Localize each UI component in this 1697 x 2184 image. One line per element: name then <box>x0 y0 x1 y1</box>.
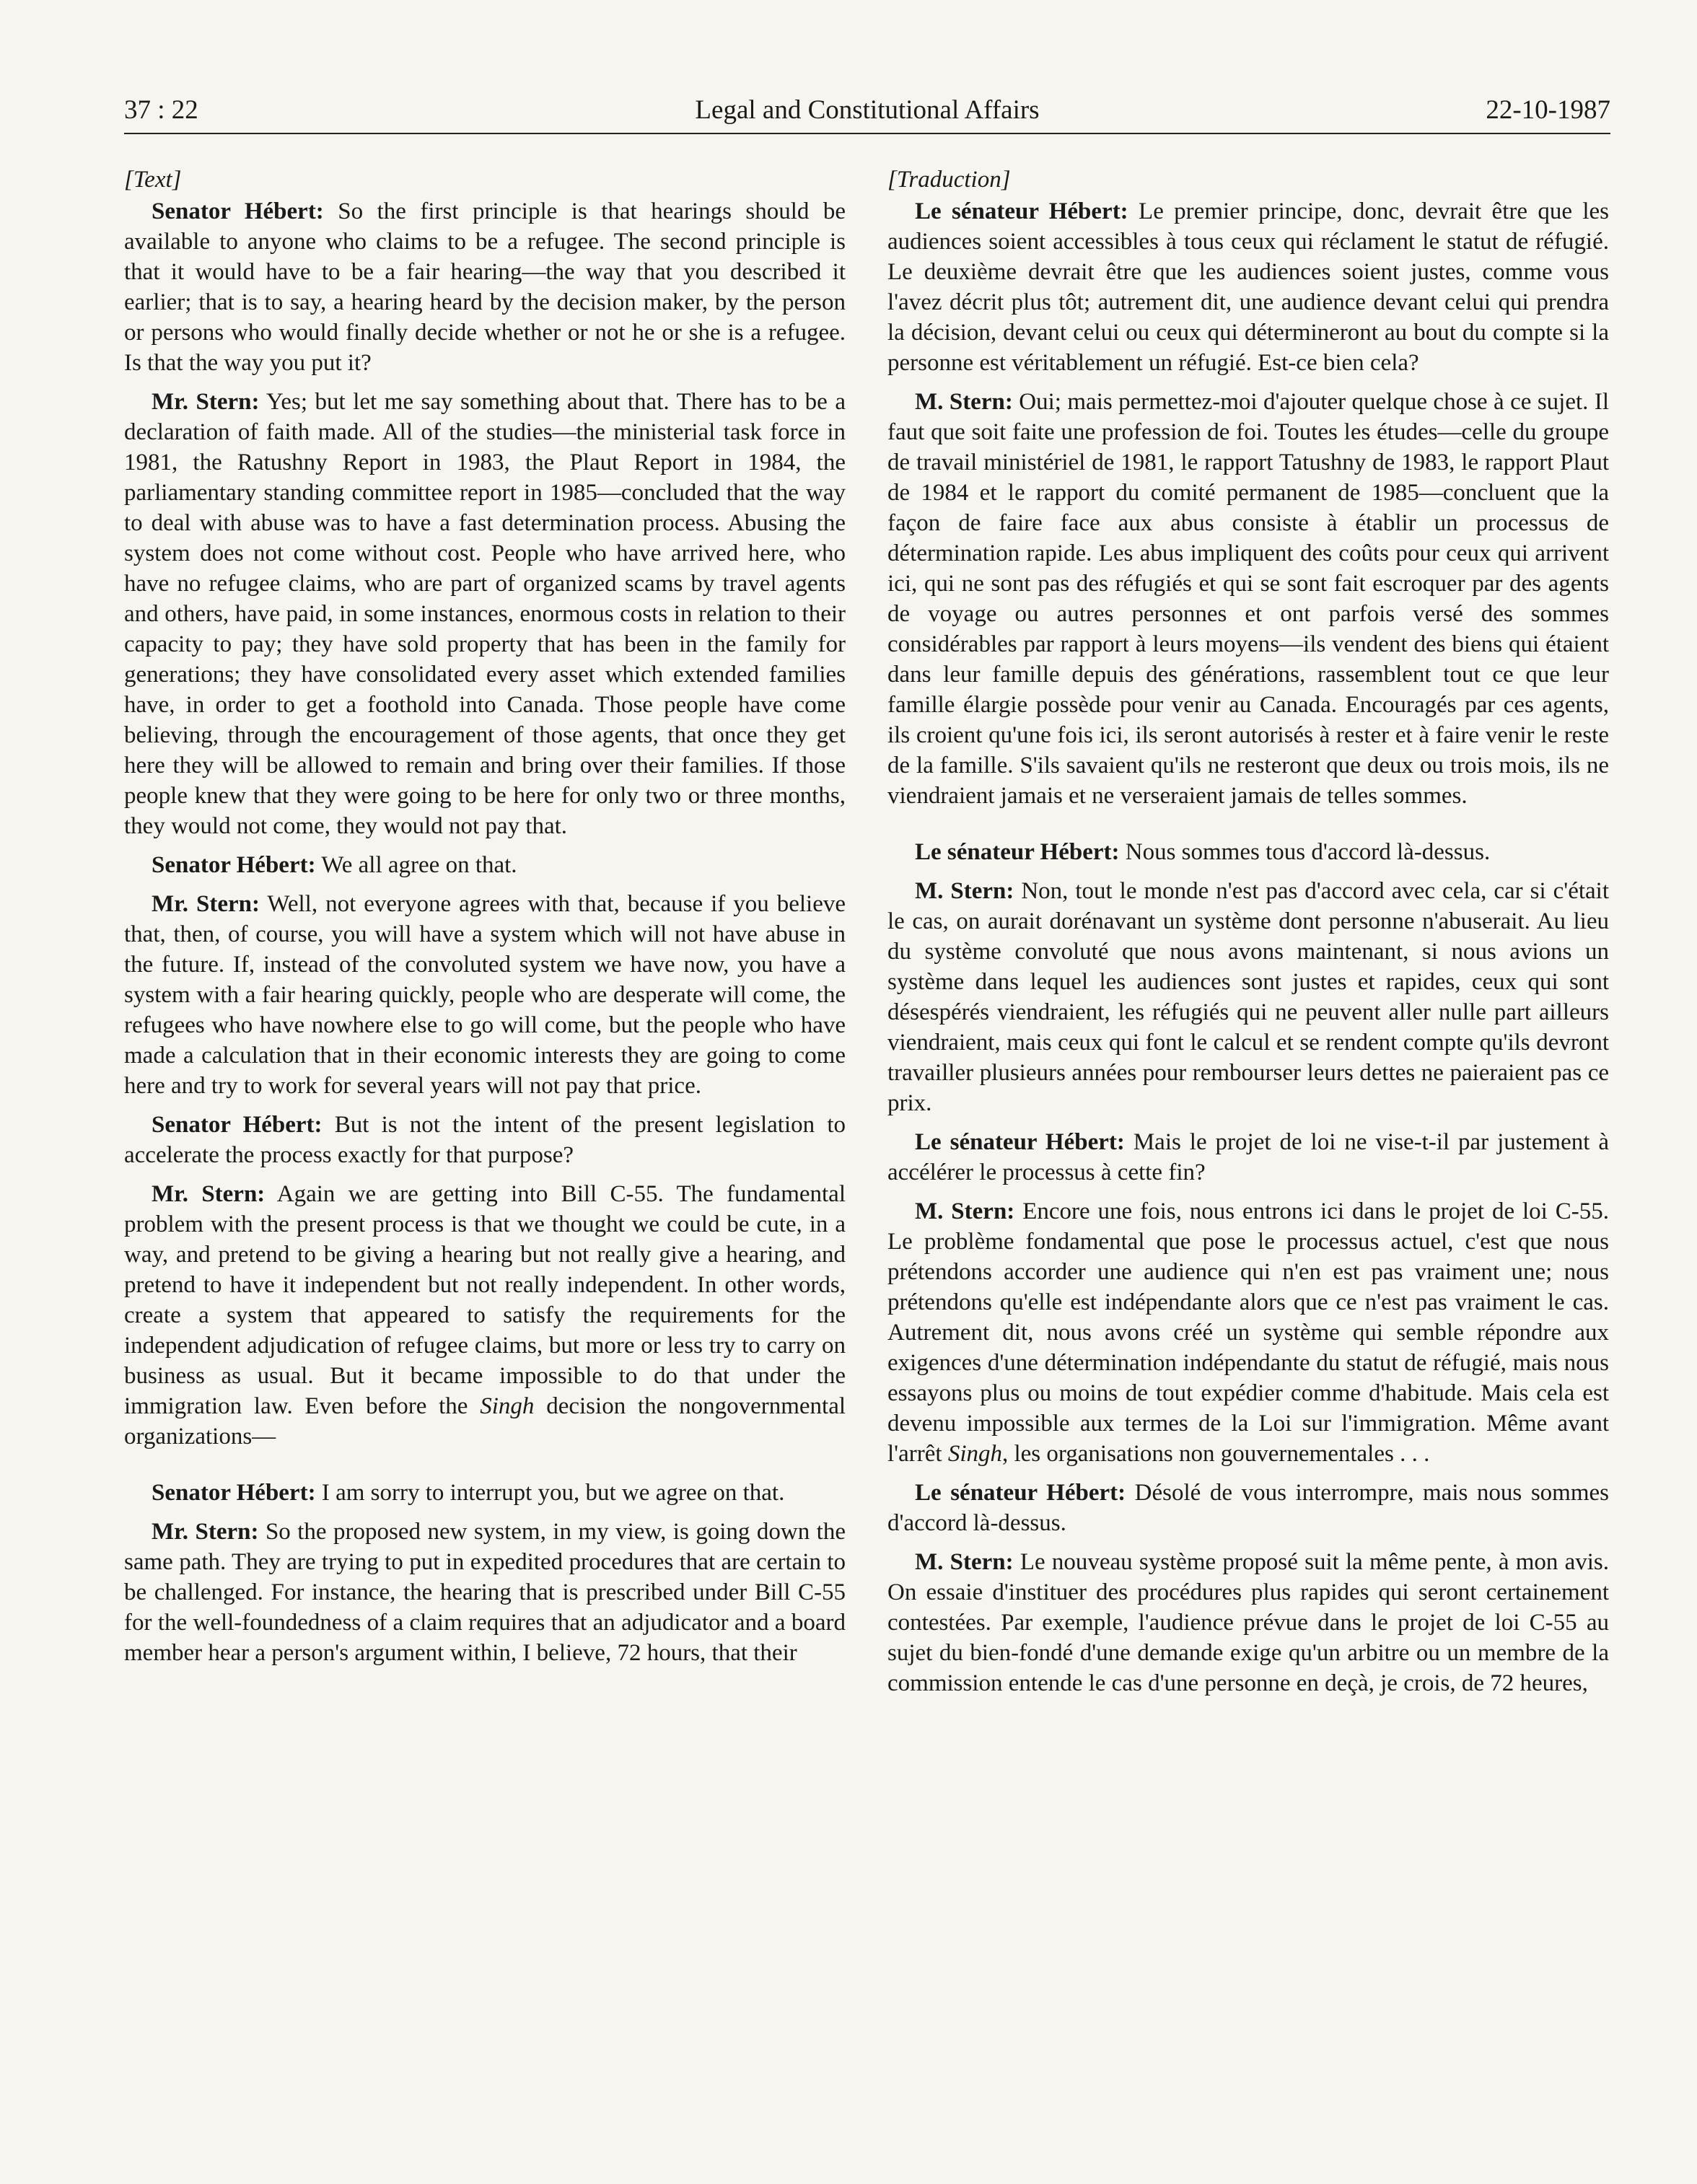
english-column <box>124 165 846 1677</box>
speaker: Mr. Stern: <box>152 389 260 415</box>
speaker: Senator Hébert: <box>152 852 316 878</box>
speaker: Le sénateur Hébert: <box>915 1129 1125 1155</box>
running-title: Legal and Constitutional Affairs <box>695 95 1040 125</box>
speech: Mais le projet de loi ne vise-t-il par justement à accélérer le processus à cette fin? <box>887 1129 1610 1185</box>
speaker: Senator Hébert: <box>152 1480 316 1506</box>
speech: Encore une fois, nous entrons ici dans le projet de loi C-55. Le problème fondamental que pose le processus actuel, c'est que nous prétendons accorder une audience qui n'en est pas vraiment une; nous prétendons qu'elle est indépendante alors que ce n'est pas vraiment le cas. Autrement dit, nous avons créé un système qui semble répondre aux exigences d'une détermination indépendante du statut de réfugié, mais nous essayons plus ou moins de tout expédier comme d'habitude. Mais cela est devenu impossible aux termes de la Loi sur l'immigration. Même avant l'arrêt <box>887 1198 1609 1467</box>
speech: Yes; but let me say something about that. There has to be a declaration of faith made. All of the studies—the ministerial task force in 1981, the Ratushny Report in 1983, the Plaut Report in 1984, the parliamentary standing committee report in 1985—concluded that the way to deal with abuse was to have a fast determination process. Abusing the system does not come without cost. People who have arrived here, who have no refugee claims, who are part of organized scams by travel agents and others, have paid, in some instances, enormous costs in relation to their capacity to pay; they have sold property that has been in the family for generations; they have consolidated every asset which extended families have, in order to get a foothold into Canada. Those people have come believing, through the encouragement of those agents, that once they get here they will be allowed to remain and bring over their families. If those people knew that they were going to be here for only two or three months, they would not come, they would not pay that. <box>124 389 846 839</box>
paragraph <box>887 196 1609 378</box>
paragraph <box>124 196 846 378</box>
speaker: M. Stern: <box>915 1198 1015 1224</box>
paragraph <box>124 1179 846 1452</box>
speech: I am sorry to interrupt you, but we agree on that. <box>321 1480 785 1506</box>
speech: We all agree on that. <box>321 852 517 878</box>
column-label: [Traduction] <box>887 167 1011 193</box>
speaker: Le sénateur Hébert: <box>915 1480 1126 1506</box>
speech: decision the nongovernmental organizations— <box>124 1393 846 1450</box>
paragraph <box>124 387 846 841</box>
speaker: M. Stern: <box>915 389 1013 415</box>
speech: But is not the intent of the present legislation to accelerate the process exactly for that purpose? <box>124 1112 846 1168</box>
speech: Le nouveau système proposé suit la même pente, à mon avis. On essaie d'instituer des procédures plus rapides qui seront certainement contestées. Par exemple, l'audience prévue dans le projet de loi C-55 au sujet du bien-fondé d'une demande exige qu'un arbitre ou un membre de la commission entende le cas d'une personne en deçà, je crois, de 72 heures, <box>887 1549 1609 1696</box>
speech: Désolé de vous interrompre, mais nous sommes d'accord là-dessus. <box>887 1480 1610 1536</box>
page-header <box>124 92 1610 134</box>
speaker: Mr. Stern: <box>152 891 260 917</box>
speech: So the first principle is that hearings should be available to anyone who claims to be a refugee. The second principle is that it would have to be a fair hearing—the way that you described it earlier; that is to say, a hearing heard by the decision maker, by the person or persons who would finally decide whether or not he or she is a refugee. Is that the way you put it? <box>124 198 846 376</box>
page-date: 22-10-1987 <box>1486 95 1610 125</box>
speaker: Le sénateur Hébert: <box>915 839 1120 865</box>
speech: Oui; mais permettez-moi d'ajouter quelque chose à ce sujet. Il faut que soit faite une profession de foi. Toutes les études—celle du groupe de travail ministériel de 1981, le rapport Tatushny de 1983, le rapport Plaut de 1984 et le rapport du comité permanent de 1985—concluent que la façon de faire face aux abus consiste à établir un processus de détermination rapide. Les abus impliquent des coûts pour ceux qui arrivent ici, qui ne sont pas des réfugiés et qui se sont fait escroquer par des agents de voyage ou autres personnes et ont parfois versé des sommes considérables par rapport à leurs moyens—ils vendent des biens qui étaient dans leur famille depuis des générations, rassemblent tout ce que leur famille élargie possède pour venir au Canada. Encouragés par ces agents, ils croient qu'une fois ici, ils seront autorisés à rester et à faire venir le reste de la famille. S'ils savaient qu'ils ne resteront que deux ou trois mois, ils ne viendraient jamais et ne verseraient jamais de telles sommes. <box>887 389 1609 809</box>
paragraph <box>124 889 846 1101</box>
speaker: M. Stern: <box>915 878 1014 904</box>
page-number: 37 : 22 <box>124 95 198 125</box>
paragraph <box>887 387 1609 811</box>
speech: Again we are getting into Bill C-55. The fundamental problem with the present process is that we thought we could be cute, in a way, and pretend to be giving a hearing but not really give a hearing, and pretend to have it independent but not really independent. In other words, create a system that appeared to satisfy the requirements for the independent adjudication of refugee claims, but more or less try to carry on business as usual. But it became impossible to do that under the immigration law. Even before the <box>124 1181 846 1419</box>
paragraph <box>887 1127 1609 1188</box>
paragraph <box>124 1478 846 1508</box>
speech: Well, not everyone agrees with that, because if you believe that, then, of course, you will have a system which will not have abuse in the future. If, instead of the convoluted system we have now, you have a system with a fair hearing quickly, people who are desperate will come, the refugees who have nowhere else to go will come, but the people who have made a calculation that in their economic interests they are going to come here and try to work for several years will not pay that price. <box>124 891 846 1099</box>
column-label: [Text] <box>124 167 182 193</box>
paragraph <box>124 1517 846 1668</box>
speech: Nous sommes tous d'accord là-dessus. <box>1125 839 1491 865</box>
speech: , les organisations non gouvernementales . . . <box>1001 1441 1430 1467</box>
speech: Le premier principe, donc, devrait être que les audiences soient accessibles à tous ceux qui réclament le statut de réfugié. Le deuxième devrait être que les audiences soient justes, comme vous l'avez décrit plus tôt; autrement dit, une audience devant celui qui prendra la décision, devant celui ou ceux qui détermineront au bout du compte si la personne est véritablement un réfugié. Est-ce bien cela? <box>887 198 1610 376</box>
speaker: Mr. Stern: <box>152 1181 266 1207</box>
speech: Non, tout le monde n'est pas d'accord avec cela, car si c'était le cas, on aurait dorénavant un système dont personne n'abuserait. Au lieu du système convoluté que nous avons maintenant, si nous avions un système dans lequel les audiences sont justes et rapides, ceux qui sont désespérés viendraient, les réfugiés qui ne peuvent aller nulle part ailleurs viendraient, mais ceux qui font le calcul et se rendent compte qu'ils devront travailler plusieurs années pour rembourser leurs dettes ne paieraient pas ce prix. <box>887 878 1609 1116</box>
speech: So the proposed new system, in my view, is going down the same path. They are trying to put in expedited procedures that are certain to be challenged. For instance, the hearing that is prescribed under Bill C-55 for the well-foundedness of a claim requires that an adjudicator and a board member hear a person's argument within, I believe, 72 hours, that their <box>124 1519 846 1666</box>
paragraph <box>124 1110 846 1170</box>
speaker: M. Stern: <box>915 1549 1014 1575</box>
french-column <box>887 165 1609 1707</box>
paragraph <box>887 1547 1609 1698</box>
speaker: Le sénateur Hébert: <box>915 198 1128 224</box>
paragraph <box>887 876 1609 1118</box>
case-name: Singh <box>947 1441 1002 1467</box>
paragraph <box>887 1478 1609 1538</box>
paragraph <box>887 1196 1609 1469</box>
speaker: Senator Hébert: <box>152 198 324 224</box>
case-name: Singh <box>480 1393 535 1419</box>
speaker: Mr. Stern: <box>152 1519 259 1545</box>
paragraph <box>887 837 1609 867</box>
paragraph <box>124 850 846 880</box>
speaker: Senator Hébert: <box>152 1112 323 1138</box>
